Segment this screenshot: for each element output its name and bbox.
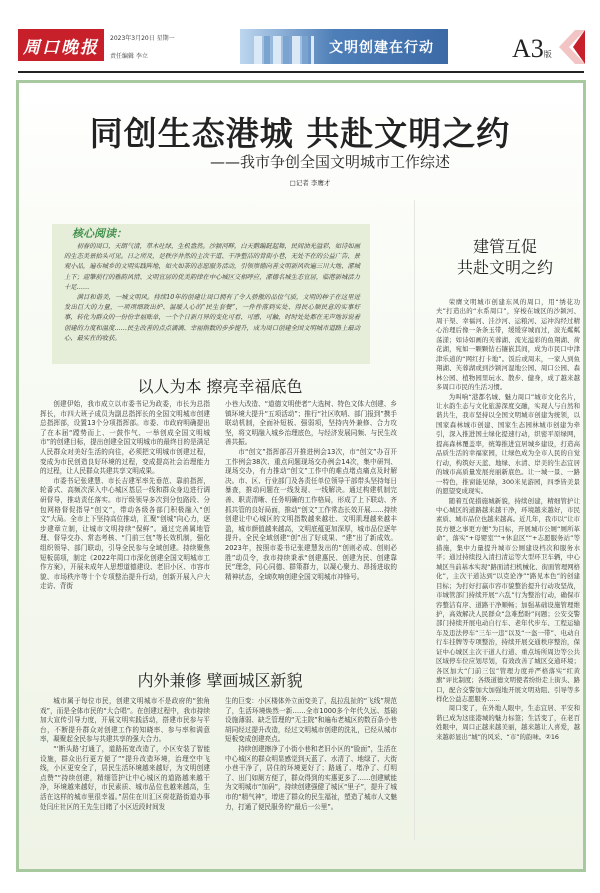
paragraph: 市“创文”指挥部召开推进例会13次，市“创文”办召开工作例会38次、重点问题现场交办例会14次，集中研判、现场交办，有力推动“创文”工作中的难点堵点痛点及时解决。市、区、行业部门及各责任单位领导干部带头坚持每日暴查，推动问题在一线发现、一线解决。通过构建机制完善、职责清晰、任务明确的工作格局，形成了上下联动、齐抓共管的良好局面，推动“创文”工作常态长效开展……持续创建让中心城区的文明指数越来越壮、文明肌理越来越丰盈，城市颜值越来越高，文明底蕴更加深厚，城市品位逐年提升。全民全域创建“创”出了好成果、“建”出了新成效。2023年，按照市委书记张建慧发出的“创则必成、创则必胜”动员令，我市持续秉承“创建惠民、创建为民、创建靠民”理念，同心同德、群策群力，以凝心聚力、昂扬进取的精神状态，全域吹响创建全国文明城市冲锋号。 xyxy=(225,447,397,581)
side-heading xyxy=(425,236,585,278)
side-heading-line2: 共赴文明之约 xyxy=(456,258,553,277)
section2-heading: 内外兼修 擘画城区新貌 xyxy=(137,671,303,690)
byline: □记者 李鹰才 xyxy=(289,179,331,187)
paragraph: 城市属于每位市民，创建文明城市不是政府的“独角戏”，而是全体市民的“大合唱”。在创建过程中，我市持续加大宣传引导力度，开展文明实践活动，搭建市民参与平台，不断提升群众对创建工作的知晓率、参与率和满意率，凝聚起全民参与共建共享的强大合力。 xyxy=(40,697,210,744)
page-number xyxy=(512,34,552,64)
paragraph: 持续创建擦净了小街小巷和老旧小区的“脸面”，生活在中心城区的群众明显感觉到天蓝了、水清了、地绿了、大街小巷干净了，居住的环境更好了；路通了、堵净了、灯明了、出门如厕方便了，群众得到的实惠更多了……创建赋能为文明城市“加码”，持续创建强健了城区“里子”，提升了城市的“精气神”，增进了群众的民生福祉，塑造了城市人文魅力，打通了便民服务的“最后一公里”。 xyxy=(225,744,397,811)
article-title: 同创生态港城 共赴文明之约 xyxy=(89,114,511,153)
page-unit: 版 xyxy=(543,50,552,59)
paragraph: 荣膺文明城市创建东风的周口，用“绣花功夫”打造出的“水系周口”，穿梭在城区的沙颍河、周干渠、幸福河、洼沙河、运粮河、运冲沟经过精心治理后像一条条玉带，缓缓穿城而过，波光粼粼荡漾；如诗如画的芙蓉湖、流光溢彩的鱼翔湖、荷花湖，宛如一颗颗钻石镶嵌其间，成为市民口中津津乐道的“网红打卡地”。饭后或周末，一家人到鱼翔湖、芙蓉湖或到沙颍河湿地公园、周口公园、森林公园、植物园里玩水、散步、健身，成了越来越多周口市民的生活习惯。 xyxy=(436,298,580,392)
chevron-left-icon xyxy=(559,30,585,64)
side-column xyxy=(436,298,580,742)
paragraph: 生的巨变：小区楼体外立面变美了，乱拉乱扯的“飞线”规范了，生活环境焕然一新……全市1000多个年代久远、基础设施薄弱、缺乏管理的“无主院”和遍布老城区的数百条小巷胡同经过提升改造，经过文明城市创建的洗礼，已经从城市短板变成创建亮点。 xyxy=(225,697,397,744)
core-reading-label: 核心阅读： xyxy=(72,227,127,240)
paragraph: 周口变了，在外地人眼中，生态宜居、平安和谐已成为这座港城的魅力标签；生活变了，在老百姓眼中，周口正越来越美丽，越来越让人喜爱，越来越彰显出“城”的风采、“市”的韵味。②16 xyxy=(436,704,580,741)
section2-col-right xyxy=(225,697,397,812)
header-rule xyxy=(18,71,584,73)
paragraph: 初春的周口，天朗气清，草木吐绿，生机盎然。沙颍河畔，白天鹅蹁跹起舞，民间油光溢彩，如诗如画的生态美景抬头可见。日之所及，是秩序井然的主次干道、干净整洁的背街小巷，无处不在的公益广告、景观小品，遍布城乡的文明实践阵地，如火如荼的志愿服务活动，引领崇德向善文明新风吹遍三川大地、漯城上下；迎擎前行的雅韵风情、文明宜居的优美韵律在中心城区交相呼应，漯德名城生态宜居，临港新城活力十足…… xyxy=(64,243,360,291)
column-divider xyxy=(414,200,415,840)
paragraph: 小巷大改造、“道德文明使者”大选树、特色文体大创建、乡镇环境大提升“五项活动”；推行“社区吹哨、部门报到”携手联动机制，全面补短板、强弱项，坚持内外兼修、合力攻坚，将文明融入城乡治理底色，与经济发展同频、与民生改善共振。 xyxy=(225,400,397,447)
editor-credit: 责任编辑 李立 xyxy=(110,53,148,60)
newspaper-logo: 周口晚报 xyxy=(18,29,104,61)
paragraph: 满目和谐美，一城文明风。持续10年的创建让周口拥有了令人骄傲的品位气质，文明的种子在这里迸发出巨大的力量，一项项细致出炉、温暖人心的“民生套餐”，一件件落到实处、得民心顺民意的实事好事，转化为群众的一份份幸福账单，一个个日新月异的变化可看、可感、可触，时时处处都在无声地诉说着创建的力度和温度……民生改善的点点滴滴、幸福指数的步步提升，成为周口创建全国文明城市道路上最动心、最实在的收获。 xyxy=(64,294,360,342)
core-reading-text xyxy=(64,242,360,344)
paragraph: “‘断头路’打通了，道路拓宽改造了，小区安装了智能设施，群众出行更方便了”“提升改造环境，治理空中飞线，小区更安全了，居民生活环境越来越好，为文明创建点赞”“持续创建，精细管护让中心城区的道路越来越干净，环境越来越好，市民素质、城市品位也越来越高，生活在这样的城市里很幸福。”居住在川汇区荷花路街道办事处闫庄社区的王先生目睹了小区近段时间发 xyxy=(40,744,210,811)
issue-date: 2023年3月20日 星期一 xyxy=(110,35,175,42)
section1-col-left xyxy=(40,400,210,592)
paragraph: 创建伊始，我市成立以市委书记为政委，市长为总指挥长，市四大班子成员为副总指挥长的全国文明城市创建总指挥部，设置13个分项指挥部。市委、市政府明确提出了在本届“蹚势而上、一鼓作气、一举创成全国文明城市”的创建目标，提出创建全国文明城市的最终目的是满足人民群众对美好生活的向往，必须把文明城市创建过程，变成为市民创造良好环境的过程，变成提高社会治理能力的过程，让人民群众共建共享文明成果。 xyxy=(40,400,210,476)
section2-col-left xyxy=(40,697,210,812)
section1-heading: 以人为本 擦亮幸福底色 xyxy=(137,377,303,396)
page-number-value: A3 xyxy=(512,34,544,63)
paragraph: 为叫响“港都名城、魅力周口”城市文化名片，让水韵生态与文化旅游深度交融，实现人与自然和谐共生，我市坚持以全国文明城市创建为统领，以国家森林城市创建、国家生态园林城市创建为牵引，深入推进国土绿化提速行动，织密平原绿网，提高森林覆盖率，统筹推进宜居城乡建设，打造高品质生活的幸福家园，让绿色成为全市人民的自觉行动，构筑好天蓝、地绿、水清、岸美的生态宜居的城市高质量发展亮丽新底色。让一城一景、一路一特色，推窗能见绿，300米见游园，四季皆美景的愿望变成现实。 xyxy=(436,392,580,496)
side-heading-line1: 建管互促 xyxy=(472,237,537,256)
paragraph: 市委书记张建慧、市长吉建军率先垂范、靠前指挥，轮番式、高频次深入中心城区基层一线和群众身边进行调研督导，推动责任落实。市厅级领导多次到分包路段、分包网格督促指导“创文”，带动各级各部门积极融入“创文”大局。全市上下坚持高位推动，汇聚“创城”向心力，逐步建章立制，让城市文明持续“保鲜”。通过完善属地管理、督导交办、常态考核、“门前三包”等长效机制，强化组织领导、部门联动，引导全民参与全域创建。持续聚焦短板弱项，制定《2022年周口市深化创建全国文明城市工作方案》，开展未成年人思想道德建设、老旧小区、市容市貌、市场秩序等十个专项整治提升行动，创新开展入户大走访、背街 xyxy=(40,476,210,591)
article-subtitle: ——我市争创全国文明城市工作综述 xyxy=(209,153,450,171)
section1-col-right xyxy=(225,400,397,582)
city-skyline-icon xyxy=(254,36,314,64)
paragraph: 随着互促措施城新貌，持续创建，精细管护让中心城区的道路越来越干净，环境越来越好，市民素质、城市品位也越来越高。近几年，我市以“让市民方便之事更方便”为目标，开展城市公厕“厕所革命”，落实“+母婴室”“+休息区”“+志愿服务站”等措施，集中力量提升城市公厕建设档次和服务水平；通过持续投入清扫清运等大型环卫车辆，中心城区当前基本实现“路面清扫机械化、街面管理网格化”，主次干道达到“以克论净”“路见本色”的创建目标；为打好打赢市容市貌整治提升行动攻坚战，市城管部门持续开展“六乱”行为整治行动，确保市容整洁有序、道路干净顺畅；加强基础设施管理维护，高效解决人民群众“急难愁盼”问题；公安交警部门持续开展电动自行车、老年代步车、工程运输车及违法停车“三车一违”以及“一盔一带”、电动自行车挂牌等专项整治，持续开展交通秩序整治，保证中心城区主次干道人行道、重点场所周边等公共区域停车位应划尽划，有效改善了城区交通环境；各区加大“门前三包”管理力度并严格落实“红黄旗”评比制度；各级道德文明使者纷纷走上街头、路口，配合交警加大加强地开展文明劝阻、引导等多样化公益志愿服务…… xyxy=(436,496,580,704)
section-banner-text: 文明创建在行动 xyxy=(329,39,434,56)
section-banner xyxy=(240,29,448,64)
